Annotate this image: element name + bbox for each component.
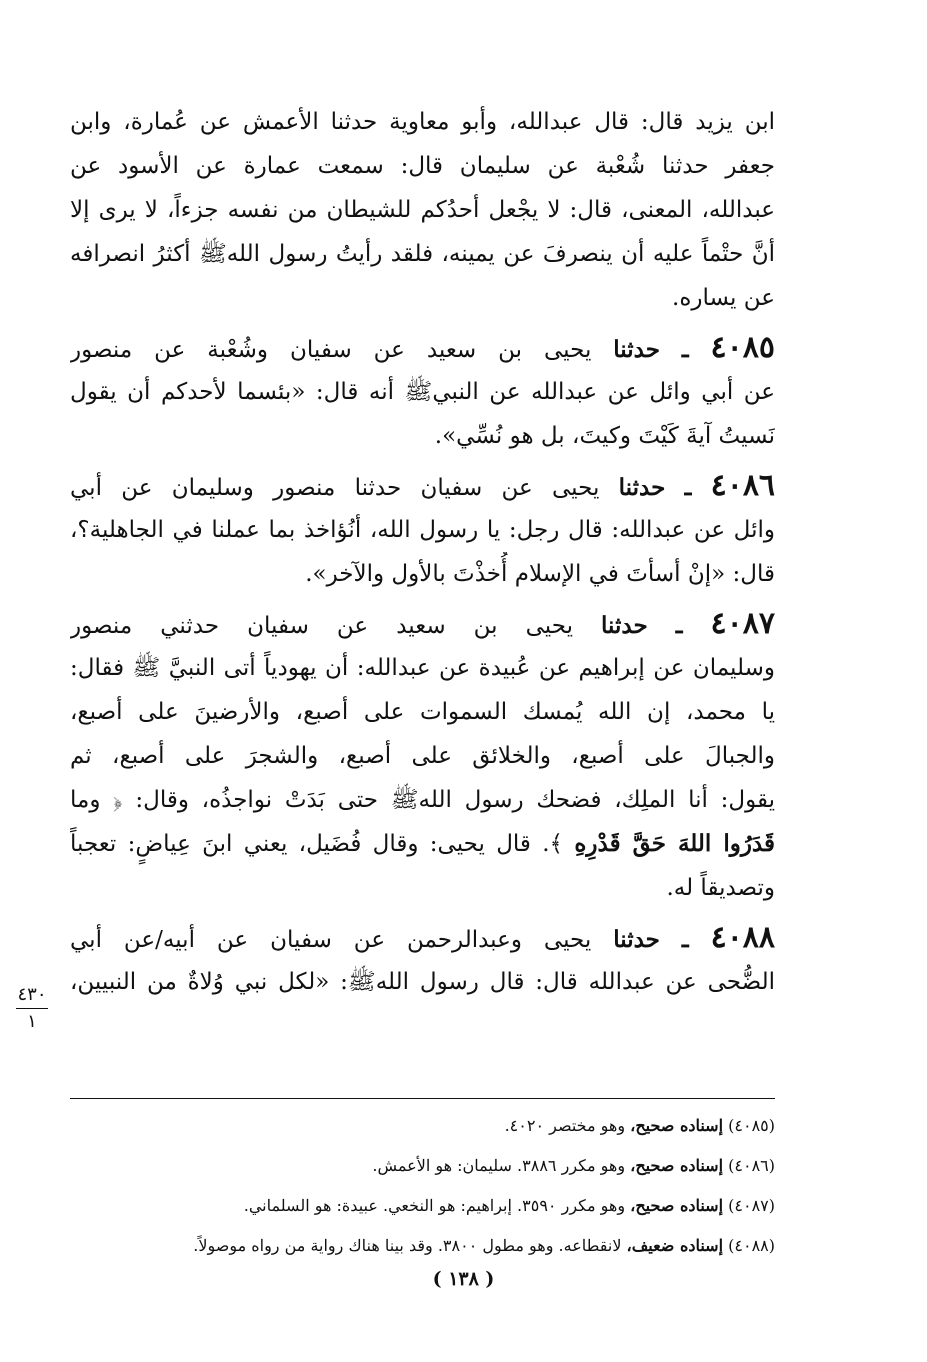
footnote-grade: إسناده صحيح، bbox=[630, 1156, 724, 1175]
footnote-text: لانقطاعه. وهو مطول ٣٨٠٠. وقد بينا هناك رواية من رواه موصولاً. bbox=[193, 1236, 622, 1255]
hadith-keyword: حدثنا bbox=[618, 474, 666, 501]
hadith-4085-line-3: نَسيتُ آيةَ كَيْتَ وكيتَ، بل هو نُسِّي». bbox=[434, 423, 775, 449]
footnote-4086 bbox=[70, 1146, 775, 1186]
hadith-keyword: حدثنا bbox=[613, 926, 660, 953]
footnote-text: وهو مختصر ٤٠٢٠. bbox=[504, 1116, 626, 1135]
hadith-keyword: حدثنا bbox=[613, 336, 660, 363]
text-line-2: جعفر حدثنا شُعْبة عن سليمان قال: سمعت عمارة عن الأسود عن bbox=[70, 153, 775, 179]
margin-note-rule bbox=[16, 1008, 48, 1009]
hadith-4087-line-6 bbox=[70, 822, 775, 866]
footnote-grade: إسناده صحيح، bbox=[630, 1196, 724, 1215]
hadith-text: يحيى وعبدالرحمن عن سفيان عن أبيه/عن أبي bbox=[70, 927, 592, 953]
hadith-4087-line-7: وتصديقاً له. bbox=[666, 875, 775, 901]
text-line-5: عن يساره. bbox=[672, 285, 775, 311]
hadith-4085 bbox=[70, 326, 775, 458]
hadith-4088-line-1 bbox=[70, 916, 775, 960]
footnote-ref: (٤٠٨٨) bbox=[728, 1236, 775, 1255]
hadith-dash: ـ bbox=[684, 474, 692, 501]
hadith-4087-line-1 bbox=[70, 602, 775, 646]
hadith-number: ٤٠٨٨ bbox=[710, 920, 775, 955]
main-text bbox=[70, 100, 775, 1004]
hadith-number: ٤٠٨٦ bbox=[710, 468, 775, 503]
hadith-text: يحيى بن سعيد عن سفيان وشُعْبة عن منصور bbox=[70, 337, 592, 363]
hadith-4087-line-4: والجبالَ على أصبع، والخلائق على أصبع، والشجرَ على أصبع، ثم bbox=[70, 743, 775, 769]
footnote-ref: (٤٠٨٥) bbox=[728, 1116, 775, 1135]
hadith-4087 bbox=[70, 602, 775, 910]
hadith-keyword: حدثنا bbox=[601, 612, 648, 639]
hadith-text: يحيى عن سفيان حدثنا منصور وسليمان عن أبي bbox=[70, 475, 600, 501]
hadith-text: يحيى بن سعيد عن سفيان حدثني منصور bbox=[70, 613, 573, 639]
hadith-4086-line-2: وائل عن عبدالله: قال رجل: يا رسول الله، أنُؤاخذ بما عملنا في الجاهلية؟، bbox=[70, 517, 775, 543]
footnote-4087 bbox=[70, 1186, 775, 1226]
hadith-dash: ـ bbox=[681, 336, 689, 363]
text-line-4: أنَّ حتْماً عليه أن ينصرفَ عن يمينه، فلقد رأيتُ رسول اللهﷺ أكثرُ انصرافه bbox=[70, 241, 775, 267]
footnote-4085 bbox=[70, 1106, 775, 1146]
hadith-4086 bbox=[70, 464, 775, 596]
footnote-4088 bbox=[70, 1226, 775, 1266]
footnote-grade: إسناده صحيح، bbox=[630, 1116, 724, 1135]
margin-volume-note bbox=[12, 984, 52, 1033]
footnote-grade: إسناده ضعيف، bbox=[626, 1236, 724, 1255]
footnote-divider bbox=[70, 1098, 775, 1099]
quran-verse: قَدَرُوا اللهَ حَقَّ قَدْرِهِ bbox=[574, 830, 775, 857]
hadith-4086-line-1 bbox=[70, 464, 775, 508]
hadith-4086-line-3: قال: «إنْ أسأتَ في الإسلام أُخذْتَ بالأول والآخر». bbox=[305, 561, 775, 587]
footnotes bbox=[70, 1106, 775, 1266]
hadith-number: ٤٠٨٥ bbox=[710, 330, 775, 365]
margin-note-bottom: ١ bbox=[27, 1011, 37, 1032]
text-line-1: ابن يزيد قال: قال عبدالله، وأبو معاوية حدثنا الأعمش عن عُمارة، وابن bbox=[70, 109, 775, 135]
hadith-dash: ـ bbox=[675, 612, 683, 639]
hadith-4088-line-2: الضُّحى عن عبدالله قال: قال رسول اللهﷺ: «لكل نبي وُلاةٌ من النبيين، bbox=[70, 969, 775, 995]
hadith-number: ٤٠٨٧ bbox=[710, 606, 775, 641]
hadith-4087-line-5: يقول: أنا الملِك، فضحك رسول اللهﷺ حتى بَدَتْ نواجذُه، وقال: ﴿ وما bbox=[70, 787, 775, 813]
footnote-text: وهو مكرر ٣٨٨٦. سليمان: هو الأعمش. bbox=[372, 1156, 626, 1175]
hadith-dash: ـ bbox=[681, 926, 689, 953]
hadith-4085-line-1 bbox=[70, 326, 775, 370]
text-line-3: عبدالله، المعنى، قال: لا يجْعل أحدُكم للشيطان من نفسه جزءاً، لا يرى إلا bbox=[70, 197, 775, 223]
hadith-4087-line-3: يا محمد، إن الله يُمسك السموات على أصبع، والأرضينَ على أصبع، bbox=[70, 699, 775, 725]
hadith-4088 bbox=[70, 916, 775, 1004]
footnote-ref: (٤٠٨٦) bbox=[728, 1156, 775, 1175]
hadith-4087-line-2: وسليمان عن إبراهيم عن عُبيدة عن عبدالله: أن يهودياً أتى النبيَّ ﷺ فقال: bbox=[70, 655, 775, 681]
hadith-text: ﴾. قال يحيى: وقال فُضَيل، يعني ابنَ عِياضٍ: تعجباً bbox=[70, 831, 564, 857]
footnote-text: وهو مكرر ٣٥٩٠. إبراهيم: هو النخعي. عبيدة: هو السلماني. bbox=[243, 1196, 626, 1215]
footnote-ref: (٤٠٨٧) bbox=[728, 1196, 775, 1215]
margin-note-top: ٤٣٠ bbox=[17, 984, 47, 1005]
hadith-4085-line-2: عن أبي وائل عن عبدالله عن النبيﷺ أنه قال: «بئسما لأحدكم أن يقول bbox=[70, 379, 775, 405]
page-number: ( ١٣٨ ) bbox=[432, 1268, 495, 1290]
